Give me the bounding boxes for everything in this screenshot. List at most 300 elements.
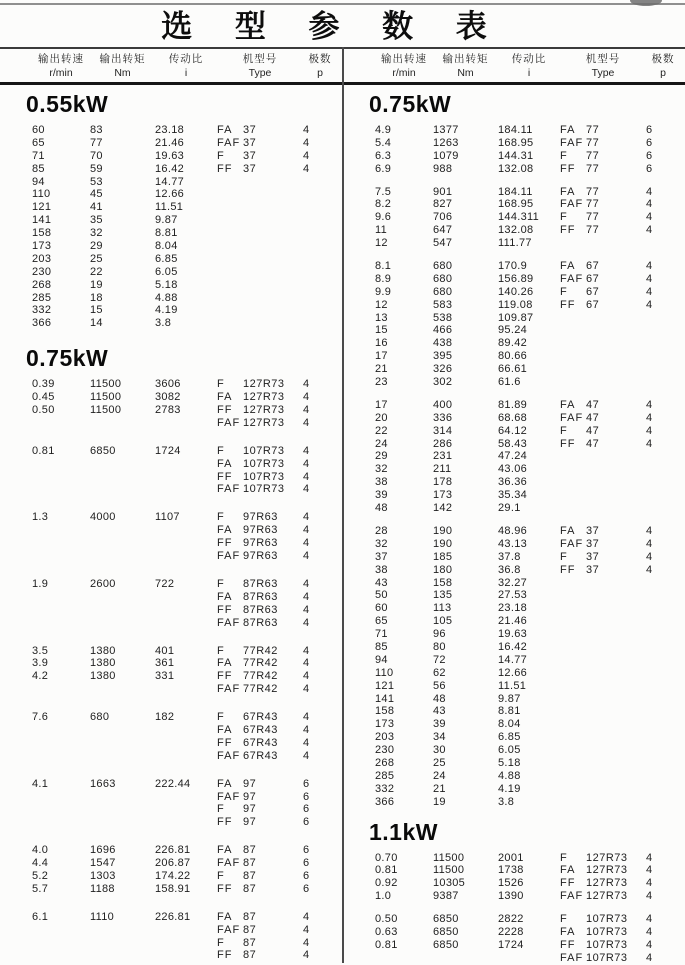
cell-ratio: 132.08	[498, 224, 534, 237]
cell-ratio: 23.18	[498, 602, 528, 615]
cell-ratio	[155, 537, 217, 550]
type-model: 87R63	[243, 577, 278, 590]
cell-ratio	[155, 937, 217, 950]
cell-ratio: 361	[155, 657, 175, 670]
table-row	[343, 744, 685, 757]
cell-ratio: 2783	[155, 404, 181, 417]
cell-type	[560, 641, 646, 654]
type-prefix: FF	[560, 877, 576, 890]
cell-poles	[646, 589, 680, 602]
column-header-unit: Type	[248, 66, 272, 79]
row-group	[343, 260, 685, 389]
power-section	[343, 819, 685, 965]
cell-ratio: 5.18	[498, 756, 521, 769]
row-group	[0, 511, 342, 563]
cell-output-torque	[90, 483, 155, 496]
type-prefix: FAF	[217, 483, 241, 496]
row-group	[343, 124, 685, 176]
cell-output-speed	[32, 591, 90, 604]
type-model: 87	[243, 844, 257, 857]
table-row	[0, 949, 342, 962]
table-row	[0, 844, 342, 857]
power-section	[0, 345, 342, 962]
table-row	[343, 783, 685, 796]
cell-type	[560, 211, 646, 224]
cell-ratio: 5.18	[155, 278, 178, 291]
cell-output-speed	[32, 683, 90, 696]
table-row	[0, 737, 342, 750]
table-row	[0, 188, 342, 201]
type-prefix: FA	[217, 910, 233, 923]
type-model: 97R63	[243, 550, 278, 563]
cell-poles: 6	[303, 882, 310, 895]
column-header-ratio	[498, 49, 560, 82]
type-prefix: FA	[560, 524, 576, 537]
type-model: 87	[243, 949, 257, 962]
cell-poles: 6	[646, 162, 653, 175]
type-model: 127R73	[586, 877, 628, 890]
cell-output-speed: 0.92	[375, 877, 398, 890]
cell-poles: 4	[303, 391, 310, 404]
table-row	[343, 412, 685, 425]
cell-ratio: 1724	[155, 444, 181, 457]
cell-type	[217, 227, 303, 240]
column-header-type	[560, 49, 646, 82]
cell-output-torque: 1263	[433, 136, 459, 149]
cell-ratio	[155, 617, 217, 630]
table-row	[343, 463, 685, 476]
column-header-unit: Nm	[114, 66, 131, 79]
cell-poles: 4	[303, 936, 310, 949]
cell-output-torque: 647	[433, 224, 453, 237]
cell-output-speed: 230	[375, 744, 395, 757]
cell-output-speed: 32	[375, 463, 388, 476]
cell-output-speed: 48	[375, 502, 388, 515]
cell-ratio: 6.85	[155, 252, 178, 265]
cell-output-torque: 314	[433, 424, 453, 437]
cell-output-speed: 65	[32, 136, 45, 149]
cell-poles: 4	[303, 577, 310, 590]
cell-output-speed: 203	[375, 731, 395, 744]
cell-output-torque: 142	[433, 502, 453, 515]
cell-output-speed: 121	[375, 679, 395, 692]
cell-type	[217, 816, 303, 829]
cell-ratio: 184.11	[498, 124, 533, 136]
type-prefix: FF	[217, 537, 233, 550]
cell-poles: 4	[646, 260, 653, 273]
cell-output-torque: 211	[433, 463, 452, 476]
cell-output-speed: 4.9	[375, 124, 392, 136]
cell-ratio: 43.13	[498, 537, 528, 550]
cell-ratio: 2822	[498, 913, 524, 926]
cell-ratio: 36.8	[498, 563, 521, 576]
type-model: 77R42	[243, 644, 278, 657]
cell-type	[560, 680, 646, 693]
cell-output-speed: 8.9	[375, 272, 392, 285]
cell-output-torque: 11500	[90, 404, 122, 417]
cell-output-torque: 1380	[90, 670, 116, 683]
cell-poles: 4	[303, 923, 310, 936]
cell-output-torque: 1079	[433, 149, 459, 162]
cell-type	[560, 324, 646, 337]
cell-output-torque	[90, 750, 155, 763]
table-row	[343, 502, 685, 515]
cell-output-torque	[90, 949, 155, 962]
cell-ratio: 12.66	[498, 666, 528, 679]
cell-ratio: 6.85	[498, 731, 521, 744]
type-model: 87R63	[243, 603, 278, 616]
cell-type	[560, 124, 646, 137]
table-row	[0, 150, 342, 163]
table-row	[0, 214, 342, 227]
cell-output-torque: 680	[433, 260, 453, 273]
power-rating-heading: 0.55kW	[26, 91, 109, 117]
cell-type	[217, 445, 303, 458]
cell-output-speed: 71	[32, 149, 45, 162]
cell-ratio: 1390	[498, 890, 524, 903]
cell-type	[217, 711, 303, 724]
cell-ratio	[155, 737, 217, 750]
table-row	[343, 363, 685, 376]
cell-type	[560, 186, 646, 199]
cell-ratio: 109.87	[498, 311, 534, 324]
cell-ratio: 81.89	[498, 398, 528, 411]
column-header-unit: i	[184, 66, 188, 79]
cell-type	[560, 615, 646, 628]
top-horizontal-rule	[0, 3, 685, 5]
cell-ratio: 8.04	[155, 240, 178, 253]
cell-poles: 4	[303, 124, 310, 136]
cell-poles	[646, 731, 680, 744]
cell-output-speed: 141	[375, 692, 395, 705]
cell-output-speed: 110	[375, 666, 394, 679]
cell-output-torque: 1377	[433, 124, 459, 136]
cell-ratio	[155, 471, 217, 484]
type-model: 37	[243, 124, 257, 136]
cell-output-torque	[90, 937, 155, 950]
cell-output-torque: 286	[433, 437, 453, 450]
power-section	[343, 91, 685, 809]
cell-output-torque: 6850	[433, 938, 459, 951]
cell-type	[560, 260, 646, 273]
cell-output-speed: 173	[32, 240, 52, 253]
cell-poles	[303, 266, 337, 279]
cell-output-speed	[32, 937, 90, 950]
cell-type	[217, 857, 303, 870]
cell-output-torque: 438	[433, 337, 453, 350]
cell-output-torque: 25	[433, 756, 446, 769]
type-model: 127R73	[243, 416, 285, 429]
cell-poles: 4	[303, 711, 310, 724]
table-row	[343, 890, 685, 903]
type-prefix: FF	[560, 298, 576, 311]
type-prefix: FAF	[560, 951, 584, 964]
cell-output-torque: 22	[90, 265, 103, 278]
cell-output-speed: 24	[375, 437, 388, 450]
cell-type	[560, 602, 646, 615]
cell-type	[217, 657, 303, 670]
type-prefix: F	[217, 378, 225, 391]
type-model: 97R63	[243, 511, 278, 524]
table-row	[343, 628, 685, 641]
cell-output-torque: 395	[433, 350, 453, 363]
cell-output-speed: 23	[375, 376, 388, 389]
page-corner-mark	[630, 0, 662, 6]
table-row	[343, 211, 685, 224]
table-row	[343, 926, 685, 939]
type-model: 37	[586, 563, 600, 576]
cell-type	[560, 150, 646, 163]
cell-type	[560, 286, 646, 299]
column-header-label: 输出转矩	[442, 52, 489, 65]
cell-poles	[303, 304, 337, 317]
cell-ratio: 14.77	[498, 653, 528, 666]
cell-poles	[646, 237, 680, 250]
cell-poles	[303, 317, 337, 330]
table-row	[343, 913, 685, 926]
cell-output-torque: 45	[90, 188, 103, 201]
cell-output-torque: 113	[433, 602, 452, 615]
cell-ratio: 3606	[155, 378, 181, 391]
cell-output-torque: 43	[433, 705, 446, 718]
table-header-left	[0, 49, 342, 82]
type-model: 47	[586, 411, 600, 424]
type-prefix: FA	[217, 777, 233, 790]
cell-type	[217, 791, 303, 804]
cell-poles	[646, 350, 680, 363]
cell-poles: 6	[303, 816, 310, 829]
cell-output-torque: 706	[433, 211, 453, 224]
cell-type	[560, 450, 646, 463]
cell-output-speed: 43	[375, 576, 388, 589]
type-prefix: FAF	[217, 416, 241, 429]
cell-ratio: 14.77	[155, 175, 185, 188]
cell-ratio: 158.91	[155, 882, 191, 895]
cell-output-torque	[90, 791, 155, 804]
cell-ratio: 1107	[155, 511, 180, 524]
cell-ratio: 401	[155, 644, 175, 657]
cell-poles: 4	[303, 378, 310, 391]
column-header-output-torque	[90, 49, 155, 82]
type-model: 107R73	[243, 470, 285, 483]
cell-type	[217, 150, 303, 163]
type-model: 127R73	[243, 391, 285, 404]
cell-output-torque: 24	[433, 769, 446, 782]
cell-poles	[303, 253, 337, 266]
type-prefix: F	[217, 577, 225, 590]
type-prefix: FF	[560, 162, 576, 175]
table-row	[343, 864, 685, 877]
table-row	[343, 615, 685, 628]
type-prefix: F	[217, 936, 225, 949]
cell-ratio: 19.63	[498, 628, 528, 641]
cell-type	[560, 273, 646, 286]
type-prefix: FF	[217, 816, 233, 829]
cell-type	[217, 778, 303, 791]
cell-type	[560, 198, 646, 211]
cell-output-torque: 105	[433, 615, 453, 628]
type-prefix: FF	[217, 736, 233, 749]
page-title: 选 型 参 数 表	[161, 9, 504, 44]
cell-type	[560, 363, 646, 376]
type-model: 67	[586, 285, 600, 298]
cell-output-speed	[32, 617, 90, 630]
power-rating-heading: 0.75kW	[26, 345, 109, 372]
cell-output-torque: 190	[433, 537, 453, 550]
cell-output-speed	[32, 458, 90, 471]
cell-poles: 4	[646, 563, 653, 576]
cell-output-torque	[90, 924, 155, 937]
cell-output-torque: 680	[433, 285, 453, 298]
cell-output-speed: 60	[375, 602, 388, 615]
cell-poles	[646, 324, 680, 337]
cell-poles: 4	[646, 537, 653, 550]
cell-output-speed: 158	[32, 227, 52, 240]
cell-output-torque: 70	[90, 149, 103, 162]
type-prefix: F	[217, 444, 225, 457]
cell-output-speed: 7.6	[32, 711, 49, 724]
type-model: 67R43	[243, 723, 278, 736]
table-row	[343, 425, 685, 438]
cell-ratio	[155, 550, 217, 563]
type-model: 97	[243, 803, 257, 816]
type-prefix: FA	[217, 524, 233, 537]
row-group	[343, 399, 685, 515]
column-header-label: 输出转矩	[99, 52, 146, 65]
cell-type	[217, 417, 303, 430]
type-model: 37	[586, 537, 600, 550]
cell-output-speed: 7.5	[375, 185, 392, 198]
cell-poles	[303, 292, 337, 305]
type-prefix: F	[217, 711, 225, 724]
table-row	[343, 589, 685, 602]
cell-output-speed: 366	[32, 317, 52, 330]
cell-output-speed: 85	[375, 640, 388, 653]
cell-output-speed: 0.50	[375, 913, 398, 926]
cell-type	[217, 483, 303, 496]
table-body	[0, 85, 685, 963]
cell-ratio: 2001	[498, 851, 524, 864]
cell-output-speed: 230	[32, 265, 52, 278]
table-row	[0, 163, 342, 176]
cell-ratio: 222.44	[155, 777, 191, 790]
cell-ratio	[155, 683, 217, 696]
column-header-output-speed	[375, 49, 433, 82]
cell-poles: 4	[303, 483, 310, 496]
cell-output-speed: 6.1	[32, 910, 49, 923]
cell-ratio: 36.36	[498, 476, 528, 489]
cell-type	[217, 937, 303, 950]
cell-type	[560, 770, 646, 783]
cell-poles	[646, 577, 680, 590]
type-prefix: FF	[217, 404, 233, 417]
cell-output-torque: 18	[90, 291, 103, 304]
type-model: 87R63	[243, 616, 278, 629]
cell-output-speed: 3.9	[32, 657, 49, 670]
cell-output-speed	[32, 750, 90, 763]
cell-ratio: 47.24	[498, 450, 528, 463]
cell-ratio: 68.68	[498, 411, 528, 424]
cell-output-torque	[90, 458, 155, 471]
cell-poles: 6	[303, 803, 310, 816]
table-row	[343, 450, 685, 463]
cell-output-torque: 1547	[90, 857, 116, 870]
cell-type	[560, 337, 646, 350]
cell-type	[560, 551, 646, 564]
cell-output-torque: 2600	[90, 577, 116, 590]
type-prefix: F	[560, 550, 568, 563]
column-header-unit: r/min	[49, 66, 73, 79]
table-row	[0, 617, 342, 630]
table-row	[343, 877, 685, 890]
type-prefix: FAF	[560, 198, 584, 211]
cell-ratio	[155, 816, 217, 829]
cell-ratio	[155, 724, 217, 737]
cell-ratio: 16.42	[498, 640, 528, 653]
cell-output-torque: 231	[433, 450, 453, 463]
cell-type	[560, 237, 646, 250]
column-header-label: 机型号	[242, 52, 278, 65]
cell-ratio: 4.19	[498, 782, 521, 795]
cell-output-torque: 41	[90, 201, 103, 214]
cell-type	[560, 577, 646, 590]
table-row	[0, 227, 342, 240]
cell-output-torque: 180	[433, 563, 453, 576]
type-model: 107R73	[243, 483, 285, 496]
cell-poles: 6	[303, 869, 310, 882]
table-row	[0, 604, 342, 617]
cell-poles: 4	[303, 470, 310, 483]
type-prefix: F	[217, 869, 225, 882]
table-row	[343, 718, 685, 731]
cell-poles	[646, 615, 680, 628]
cell-poles: 4	[303, 550, 310, 563]
power-section	[0, 91, 342, 330]
cell-output-speed: 173	[375, 718, 395, 731]
table-row	[343, 150, 685, 163]
type-prefix: FF	[217, 949, 233, 962]
cell-output-torque: 10305	[433, 877, 466, 890]
type-model: 77	[586, 185, 600, 198]
cell-type	[560, 399, 646, 412]
cell-poles	[646, 641, 680, 654]
cell-ratio: 89.42	[498, 337, 528, 350]
cell-output-torque	[90, 550, 155, 563]
cell-output-speed: 0.81	[375, 864, 398, 877]
cell-type	[560, 538, 646, 551]
type-model: 77	[586, 211, 600, 224]
cell-poles	[646, 363, 680, 376]
cell-ratio: 1738	[498, 864, 524, 877]
table-row	[0, 511, 342, 524]
column-header-label: 机型号	[585, 52, 621, 65]
table-row	[0, 657, 342, 670]
cell-output-torque	[90, 417, 155, 430]
cell-type	[217, 279, 303, 292]
type-prefix: FA	[560, 864, 576, 877]
cell-poles: 4	[303, 136, 310, 149]
type-model: 127R73	[586, 851, 628, 864]
row-group	[0, 445, 342, 497]
cell-ratio: 132.08	[498, 162, 534, 175]
cell-type	[560, 137, 646, 150]
cell-poles: 4	[646, 913, 653, 926]
cell-output-speed: 8.1	[375, 260, 392, 273]
column-header-unit: p	[660, 66, 666, 79]
cell-output-speed: 71	[375, 628, 388, 641]
cell-output-speed	[32, 483, 90, 496]
cell-poles: 4	[646, 411, 653, 424]
